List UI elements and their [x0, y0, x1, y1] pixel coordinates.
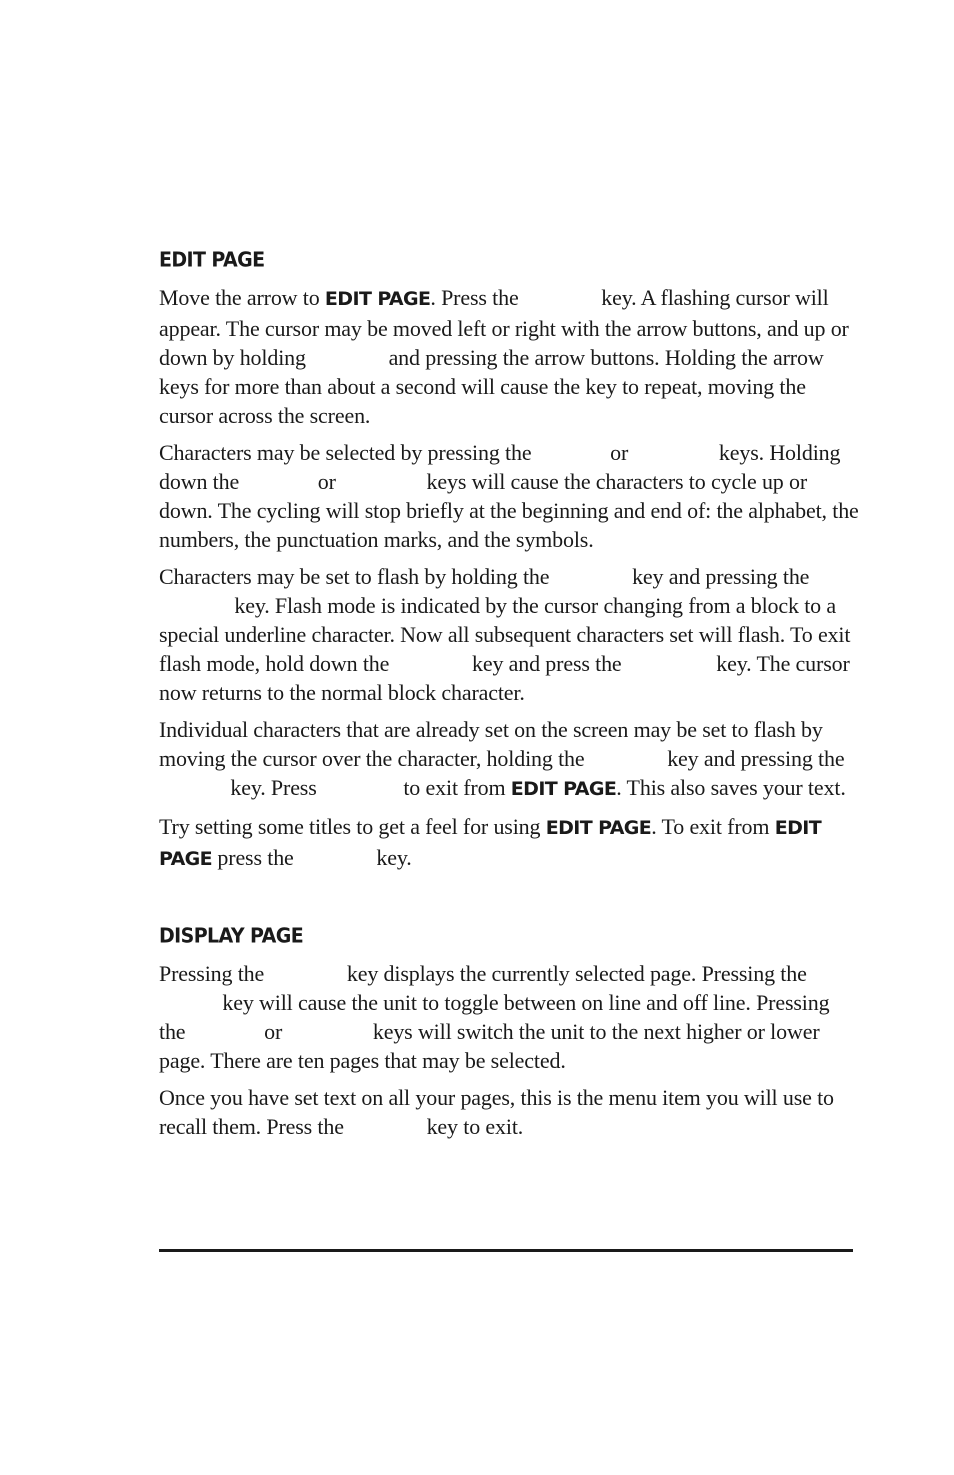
text-run: and pressing the arrow buttons. Holding the arrow keys for more than about a second will cause the key to repeat, moving the cursor across the screen. [159, 345, 824, 428]
text-run: keys will cause the characters to cycle up or down. The cycling will stop briefly at the beginning and end of: the alphabet, the numbers, the punctuation marks, and the symbols. [159, 469, 859, 552]
edit-page-paragraph-5 [159, 812, 859, 874]
text-run: . This also saves your text. [616, 775, 846, 800]
text-run: Once you have set text on all your pages, this is the menu item you will use to recall them. Press the [159, 1085, 834, 1139]
text-run: key. Press [225, 775, 322, 800]
manual-page-body [159, 246, 859, 1149]
text-run: Characters may be set to flash by holding the [159, 564, 555, 589]
text-run: key and pressing the [661, 746, 845, 771]
text-run: key to exit. [421, 1114, 524, 1139]
text-run: key and pressing the [626, 564, 810, 589]
display-page-paragraph-2 [159, 1083, 859, 1141]
bold-term-edit-page: EDIT PAGE [545, 817, 652, 839]
text-run: Move the arrow to [159, 285, 325, 310]
text-run: key. Flash mode is indicated by the cursor changing from a block to a special underline character. Now all subsequent characters set will flash. To exit flash mode, hold down the [159, 593, 851, 676]
text-run: Characters may be selected by pressing the [159, 440, 537, 465]
bold-term-edit-page: EDIT PAGE [159, 817, 822, 870]
footer-rule [159, 1249, 853, 1252]
text-run: key displays the currently selected page. Pressing the [341, 961, 807, 986]
text-run: key and press the [466, 651, 627, 676]
text-run: to exit from [398, 775, 511, 800]
edit-page-paragraph-2 [159, 438, 859, 554]
text-run: key. A flashing cursor will appear. The cursor may be moved left or right with the arrow buttons, and up or down by holding [159, 285, 849, 370]
text-run: keys will switch the unit to the next higher or lower page. There are ten pages that may be selected. [159, 1019, 820, 1073]
section-heading-edit-page: EDIT PAGE [159, 248, 265, 272]
text-run: key will cause the unit to toggle between on line and off line. Pressing the [159, 990, 830, 1044]
display-page-paragraph-1 [159, 959, 859, 1075]
section-heading-display-page: DISPLAY PAGE [159, 924, 304, 948]
bold-term-edit-page: EDIT PAGE [510, 778, 617, 800]
text-run: . To exit from [651, 814, 775, 839]
text-run: or [258, 1019, 288, 1044]
text-run: key. The cursor now returns to the normal block character. [159, 651, 850, 705]
text-run: Pressing the [159, 961, 270, 986]
text-run: keys. Holding down the [159, 440, 841, 494]
text-run: Individual characters that are already set on the screen may be set to flash by moving the cursor over the character, holding the [159, 717, 823, 771]
edit-page-paragraph-1 [159, 283, 859, 430]
text-run: or [312, 469, 342, 494]
text-run: key. [371, 845, 412, 870]
text-run: . Press the [430, 285, 524, 310]
edit-page-paragraph-4 [159, 715, 859, 804]
edit-page-paragraph-3 [159, 562, 859, 707]
text-run: Try setting some titles to get a feel for using [159, 814, 546, 839]
text-run: press the [212, 845, 300, 870]
text-run: or [604, 440, 634, 465]
bold-term-edit-page: EDIT PAGE [324, 288, 431, 310]
